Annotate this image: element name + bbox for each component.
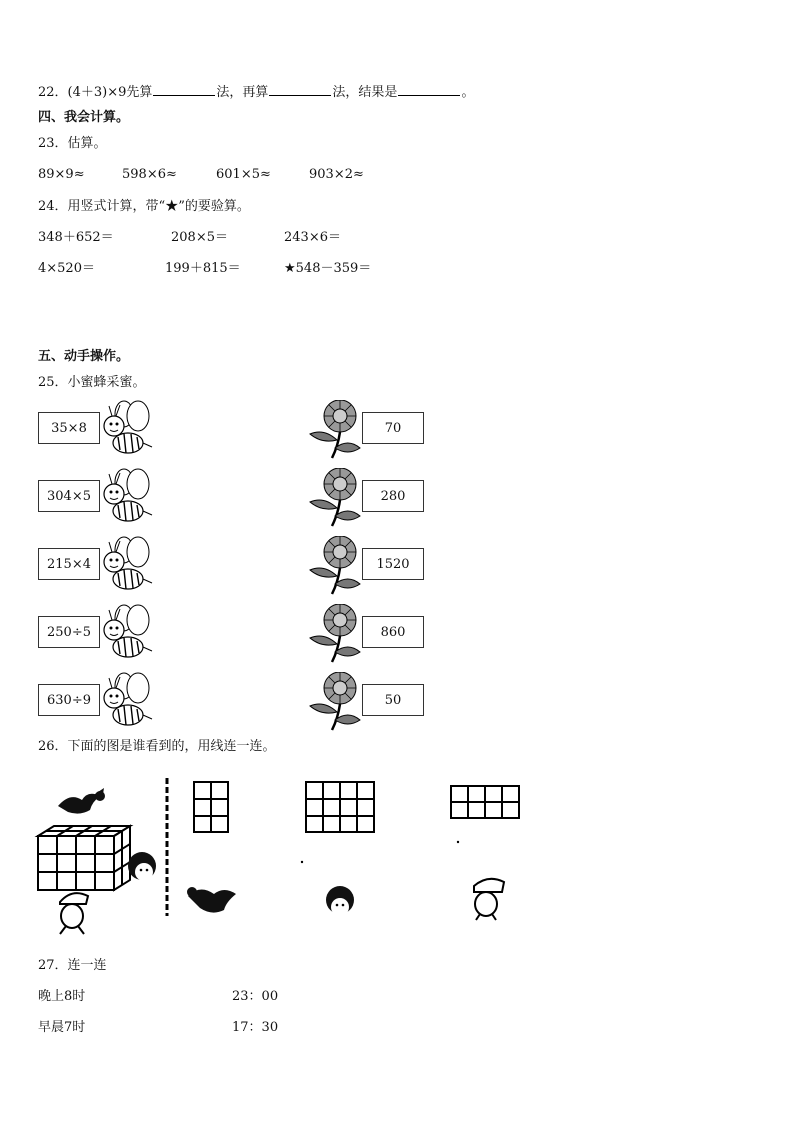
calc-item: 243×6＝ [284, 230, 341, 245]
expression-box[interactable]: 250÷5 [38, 616, 100, 648]
views-diagram [30, 770, 560, 940]
q26-title: 26．下面的图是谁看到的，用线连一连。 [38, 739, 276, 754]
view-option-2 [306, 782, 374, 832]
bee-icon [100, 400, 156, 458]
calc-item: 348＋652＝ [38, 230, 114, 245]
estimate-item: 598×6≈ [122, 167, 177, 182]
bee-icon [100, 604, 156, 662]
q25-title: 25．小蜜蜂采蜜。 [38, 375, 146, 390]
view-option-3 [451, 786, 519, 818]
answer-blank-3[interactable] [398, 83, 460, 96]
time-clock[interactable]: 17：30 [232, 1020, 279, 1035]
calc-item: 4×520＝ [38, 261, 95, 276]
expression-box[interactable]: 215×4 [38, 548, 100, 580]
q24-title: 24．用竖式计算，带“★”的要验算。 [38, 199, 250, 214]
girl-face-icon [326, 886, 354, 916]
calc-item: ★548－359＝ [284, 261, 372, 276]
bee-icon [100, 672, 156, 730]
estimate-item: 89×9≈ [38, 167, 85, 182]
boy-face-icon [60, 893, 88, 934]
time-word[interactable]: 晚上8时 [38, 989, 86, 1004]
view-option-1 [194, 782, 228, 832]
time-word[interactable]: 早晨7时 [38, 1020, 86, 1035]
q22-prefix: 22．(4＋3)×9先算 [38, 85, 153, 100]
cuboid-icon [38, 826, 130, 890]
bird-icon [187, 887, 236, 913]
result-box[interactable]: 280 [362, 480, 424, 512]
q22-mid1: 法，再算 [216, 85, 269, 100]
q23-title: 23．估算。 [38, 136, 107, 151]
flower-icon [304, 468, 362, 528]
expression-box[interactable]: 630÷9 [38, 684, 100, 716]
flower-icon [304, 400, 362, 460]
answer-blank-1[interactable] [153, 83, 215, 96]
time-clock[interactable]: 23：00 [232, 989, 279, 1004]
flower-icon [304, 672, 362, 732]
flower-icon [304, 604, 362, 664]
question-22 [38, 83, 474, 101]
result-box[interactable]: 70 [362, 412, 424, 444]
bee-icon [100, 536, 156, 594]
bee-icon [100, 468, 156, 526]
calc-item: 208×5＝ [171, 230, 228, 245]
result-box[interactable]: 860 [362, 616, 424, 648]
expression-box[interactable]: 35×8 [38, 412, 100, 444]
flower-icon [304, 536, 362, 596]
estimate-item: 903×2≈ [309, 167, 364, 182]
q22-mid2: 法，结果是 [332, 85, 398, 100]
section-5-heading: 五、动手操作。 [38, 349, 130, 364]
bird-icon [58, 788, 105, 814]
result-box[interactable]: 1520 [362, 548, 424, 580]
girl-face-icon [128, 852, 156, 881]
expression-box[interactable]: 304×5 [38, 480, 100, 512]
q22-end: 。 [461, 85, 475, 100]
answer-blank-2[interactable] [269, 83, 331, 96]
estimate-item: 601×5≈ [216, 167, 271, 182]
calc-item: 199＋815＝ [165, 261, 241, 276]
result-box[interactable]: 50 [362, 684, 424, 716]
q27-title: 27．连一连 [38, 958, 107, 973]
boy-face-icon [474, 879, 504, 920]
section-4-heading: 四、我会计算。 [38, 110, 130, 125]
